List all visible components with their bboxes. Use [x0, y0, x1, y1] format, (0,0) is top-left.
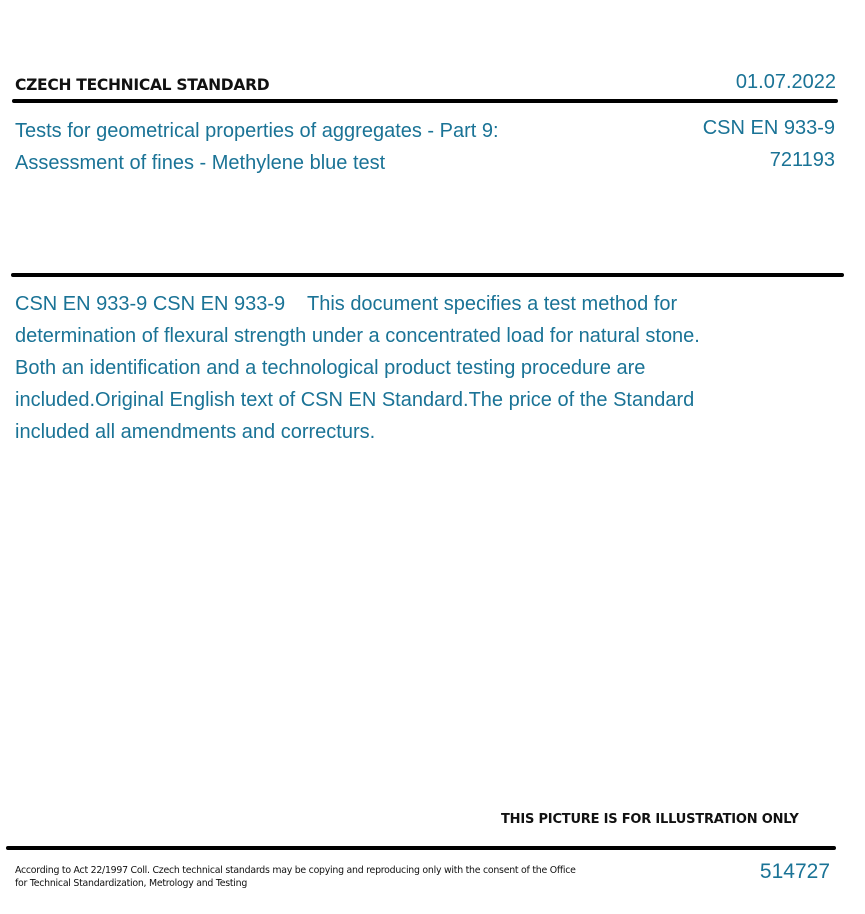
legal-notice-line-1: According to Act 22/1997 Coll. Czech technical standards may be copying and reproducing only with the consent of the Office	[15, 865, 576, 876]
legal-notice	[15, 864, 595, 890]
header-divider	[12, 99, 838, 103]
standard-code: CSN EN 933-9	[702, 117, 835, 139]
standard-description: CSN EN 933-9 CSN EN 933-9 This document specifies a test method for determination of flexural strength under a concentrated load for natural stone. Both an identification and a technological product testing procedure are included.Original English text of CSN EN Standard.The price of the Standard included all amendments and correcturs.	[15, 293, 700, 443]
publication-date: 01.07.2022	[735, 71, 836, 93]
catalog-number: 514727	[759, 860, 830, 883]
standard-title: Tests for geometrical properties of aggregates - Part 9: Assessment of fines - Methylene blue test	[15, 120, 499, 174]
footer-divider	[6, 846, 836, 850]
illustration-disclaimer: THIS PICTURE IS FOR ILLUSTRATION ONLY	[501, 812, 799, 827]
legal-notice-line-2: for Technical Standardization, Metrology and Testing	[15, 878, 248, 889]
section-divider	[11, 273, 844, 277]
document-type-label: CZECH TECHNICAL STANDARD	[15, 75, 270, 94]
class-number: 721193	[769, 149, 835, 171]
